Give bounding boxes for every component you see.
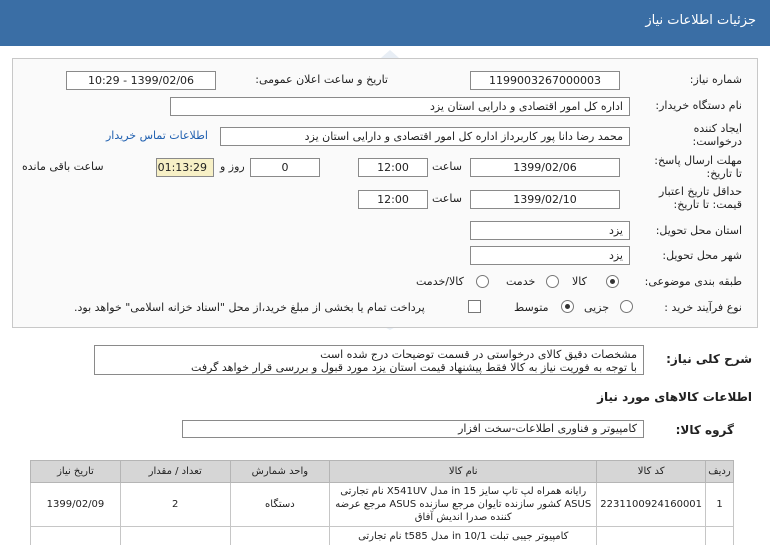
creator-label-1: ایجاد کننده: [693, 122, 742, 135]
treasury-payment-note: پرداخت تمام یا بخشی از مبلغ خرید،از محل "اسناد خزانه اسلامی" خواهد بود.: [74, 301, 425, 314]
days-label: روز و: [220, 160, 245, 173]
deadline-date-field: 1399/02/06: [470, 158, 620, 177]
process-option-medium: متوسط: [514, 301, 549, 314]
col-unit: واحد شمارش: [230, 461, 330, 483]
need-number-label: شماره نیاز:: [689, 73, 742, 86]
buyer-label: نام دستگاه خریدار:: [655, 99, 742, 112]
deadline-label-2: تا تاریخ:: [706, 167, 742, 180]
province-label: استان محل تحویل:: [655, 224, 742, 237]
validity-date-field: 1399/02/10: [470, 190, 620, 209]
validity-label-2: قیمت: تا تاریخ:: [673, 198, 742, 211]
buyer-field: اداره کل امور اقتصادی و دارایی استان یزد: [170, 97, 630, 116]
creator-label-2: درخواست:: [692, 135, 742, 148]
process-label: نوع فرآیند خرید :: [664, 301, 742, 314]
col-index: ردیف: [706, 461, 734, 483]
category-option-service: خدمت: [506, 275, 536, 288]
category-option-goods-service: کالا/خدمت: [416, 275, 464, 288]
time-remaining-label: ساعت باقی مانده: [22, 160, 104, 173]
category-option-goods: کالا: [572, 275, 587, 288]
cell-code: 2231100924160001: [597, 483, 706, 527]
category-label: طبقه بندی موضوعی:: [644, 275, 742, 288]
need-number-field: 1199003267000003: [470, 71, 620, 90]
cell-unit: دستگاه: [230, 483, 330, 527]
table-header-row: [31, 461, 734, 483]
table-row[interactable]: [31, 527, 734, 545]
goods-table: [30, 460, 734, 545]
cell-unit: [230, 527, 330, 545]
deadline-time-field: 12:00: [358, 158, 428, 177]
col-date: تاریخ نیاز: [31, 461, 121, 483]
validity-time-field: 12:00: [358, 190, 428, 209]
goods-group-field: کامپیوتر و فناوری اطلاعات-سخت افزار: [182, 420, 644, 438]
goods-section-title: اطلاعات کالاهای مورد نیاز: [597, 390, 752, 404]
table-row[interactable]: [31, 483, 734, 527]
validity-label-1: حداقل تاریخ اعتبار: [658, 185, 742, 198]
goods-group-label: گروه کالا:: [675, 423, 734, 437]
deadline-time-label: ساعت: [432, 160, 462, 173]
buyer-contact-link[interactable]: اطلاعات تماس خریدار: [106, 129, 208, 142]
treasury-payment-checkbox[interactable]: [468, 300, 481, 313]
validity-time-label: ساعت: [432, 192, 462, 205]
cell-index: [706, 527, 734, 545]
cell-code: [597, 527, 706, 545]
cell-index: 1: [706, 483, 734, 527]
time-remaining-field: 01:13:29: [156, 158, 214, 177]
category-radio-service[interactable]: [546, 275, 559, 288]
deadline-label-1: مهلت ارسال پاسخ:: [654, 154, 742, 167]
col-name: نام کالا: [330, 461, 597, 483]
cell-qty: [120, 527, 230, 545]
cell-name: رایانه همراه لپ تاپ سایز 15 in مدل X541UV نام تجارتی ASUS کشور سازنده تایوان مرجع سازنده ASUS مرجع عرضه کننده صدرا اندیش آفاق: [330, 483, 597, 527]
province-field: یزد: [470, 221, 630, 240]
process-option-minor: جزیی: [584, 301, 610, 314]
days-remaining-field: 0: [250, 158, 320, 177]
col-code: کد کالا: [597, 461, 706, 483]
cell-qty: 2: [120, 483, 230, 527]
cell-date: [31, 527, 121, 545]
cell-name: کامپیوتر جیبی تبلت 10/1 in مدل t585 نام تجارتی: [330, 527, 597, 545]
category-radio-goods-service[interactable]: [476, 275, 489, 288]
description-label: شرح کلی نیاز:: [666, 352, 752, 366]
process-radio-minor[interactable]: [620, 300, 633, 313]
process-radio-medium[interactable]: [561, 300, 574, 313]
city-label: شهر محل تحویل:: [662, 249, 742, 262]
city-field: یزد: [470, 246, 630, 265]
title-bar: [0, 0, 770, 46]
page-title: جزئیات اطلاعات نیاز: [645, 13, 756, 28]
category-radio-goods[interactable]: [606, 275, 619, 288]
description-line-2: با توجه به فوریت نیاز به کالا فقط پیشنهاد قیمت استان یزد مورد قبول و بررسی قرار خواهد گرفت: [191, 361, 637, 374]
description-line-1: مشخصات دقیق کالای درخواستی در قسمت توضیحات درج شده است: [320, 348, 637, 361]
col-qty: تعداد / مقدار: [120, 461, 230, 483]
creator-field: محمد رضا دانا پور کاربرداز اداره کل امور اقتصادی و دارایی استان یزد: [220, 127, 630, 146]
announce-date-field: 1399/02/06 - 10:29: [66, 71, 216, 90]
description-box: [94, 345, 644, 375]
announce-date-label: تاریخ و ساعت اعلان عمومی:: [255, 73, 388, 86]
cell-date: 1399/02/09: [31, 483, 121, 527]
